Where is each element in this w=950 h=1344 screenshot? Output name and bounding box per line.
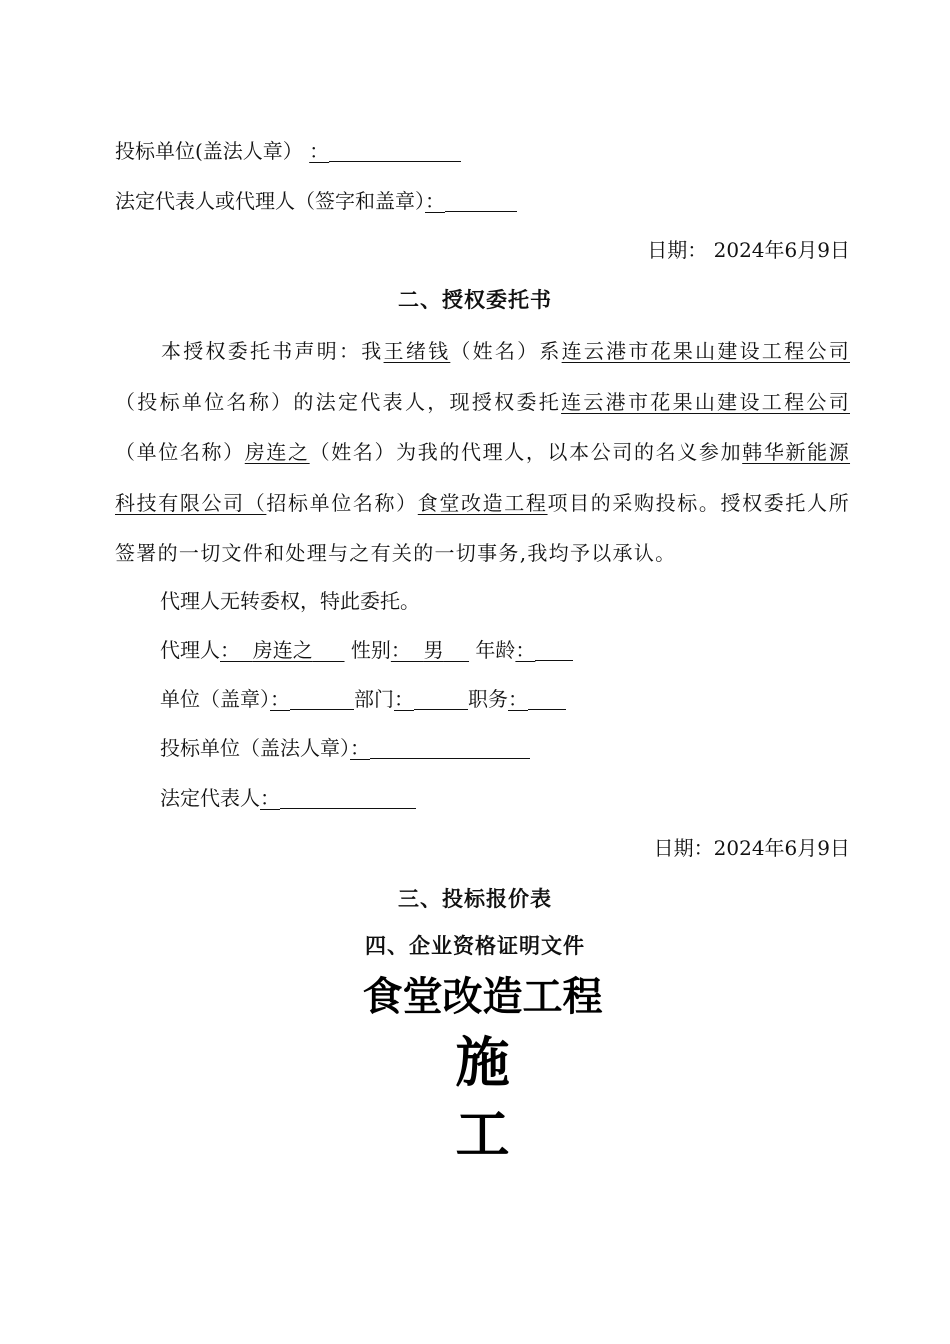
- p1-text-c: （投标单位名称）的法定代表人，现授权委托: [115, 389, 562, 414]
- gender-label: 性别: [350, 638, 391, 662]
- legal-rep-sign-label: 法定代表人或代理人（签字和盖章）: [115, 189, 425, 213]
- bidder-seal-colon-2: ：: [350, 736, 370, 760]
- position-label: 职务: [468, 687, 508, 711]
- legal-rep-sign-colon: ：: [425, 189, 445, 213]
- p1-text-f: 招标单位名称）: [266, 490, 418, 515]
- dept-blank: [414, 689, 468, 710]
- gender-value: 男: [423, 638, 444, 662]
- bidder-seal-label-2: 投标单位（盖法人章）: [160, 736, 350, 760]
- unit-label: 单位（盖章）: [160, 687, 270, 711]
- legal-rep-label: 法定代表人: [160, 786, 260, 810]
- agent-colon: ：: [220, 638, 253, 662]
- bidder-seal-blank: [329, 141, 461, 162]
- cover-char-gong: 工: [455, 1103, 510, 1166]
- legal-rep-sign-line: [115, 187, 517, 215]
- bidder-seal-label: 投标单位(盖法人章）: [115, 139, 303, 163]
- dept-colon: ：: [394, 687, 414, 711]
- agent-company-name: 连云港市花果山建设工程公司: [561, 389, 850, 414]
- p1-text-b: （姓名）系: [450, 339, 562, 363]
- date-section-2: 日期：2024年6月9日: [653, 836, 850, 860]
- bidder-seal-blank-2: [370, 738, 530, 759]
- unit-colon: ：: [270, 687, 290, 711]
- bidder-company-name: 连云港市花果山建设工程公司: [561, 339, 850, 363]
- p1-text-d: （单位名称）: [115, 440, 245, 464]
- bidder-seal-line-2: [160, 734, 530, 762]
- project-name: 食堂改造工程: [417, 490, 548, 515]
- unit-info-line: [160, 685, 566, 713]
- agent-pad: [313, 638, 345, 662]
- age-colon: ：: [515, 638, 536, 662]
- section-2-title: 二、授权委托书: [398, 287, 552, 312]
- legal-rep-colon: ：: [260, 786, 280, 810]
- age-blank: [535, 640, 573, 661]
- legal-rep-blank: [280, 788, 416, 809]
- legal-rep-name: 王绪钱: [383, 339, 451, 363]
- legal-rep-line: [160, 784, 416, 812]
- cover-char-shi: 施: [455, 1031, 510, 1094]
- bidder-seal-colon: ：: [309, 139, 330, 163]
- legal-rep-sign-blank: [445, 191, 517, 212]
- section-3-title: 三、投标报价表: [398, 886, 552, 911]
- authorization-paragraph: [115, 326, 850, 579]
- cover-project-title: 食堂改造工程: [362, 974, 603, 1020]
- agent-info-line: [160, 636, 573, 664]
- date-top: 日期： 2024年6月9日: [647, 238, 850, 262]
- no-sub-delegation: 代理人无转委权，特此委托。: [160, 589, 420, 613]
- position-colon: ：: [508, 687, 528, 711]
- gender-pad: [444, 638, 469, 662]
- agent-label: 代理人: [160, 638, 220, 662]
- position-blank: [528, 689, 566, 710]
- bidder-seal-line: [115, 137, 461, 165]
- dept-label: 部门: [354, 687, 394, 711]
- agent-name: 房连之: [244, 440, 310, 464]
- age-label: 年龄: [475, 638, 516, 662]
- gender-colon: ：: [390, 638, 424, 662]
- p1-text-a: 本授权委托书声明：我: [161, 339, 384, 363]
- unit-blank: [290, 689, 354, 710]
- section-4-title: 四、企业资格证明文件: [365, 933, 585, 958]
- agent-value: 房连之: [252, 638, 313, 662]
- tenderer-name: 韩华新能源科技有限公司（: [115, 440, 851, 515]
- p1-text-e: （姓名）为我的代理人，以本公司的名义参加: [309, 440, 743, 464]
- p1-text-g: 项目的采购投标。授权委托人所签署的一切文件和处理与之有关的一切事务,我均予以承认。: [115, 490, 850, 565]
